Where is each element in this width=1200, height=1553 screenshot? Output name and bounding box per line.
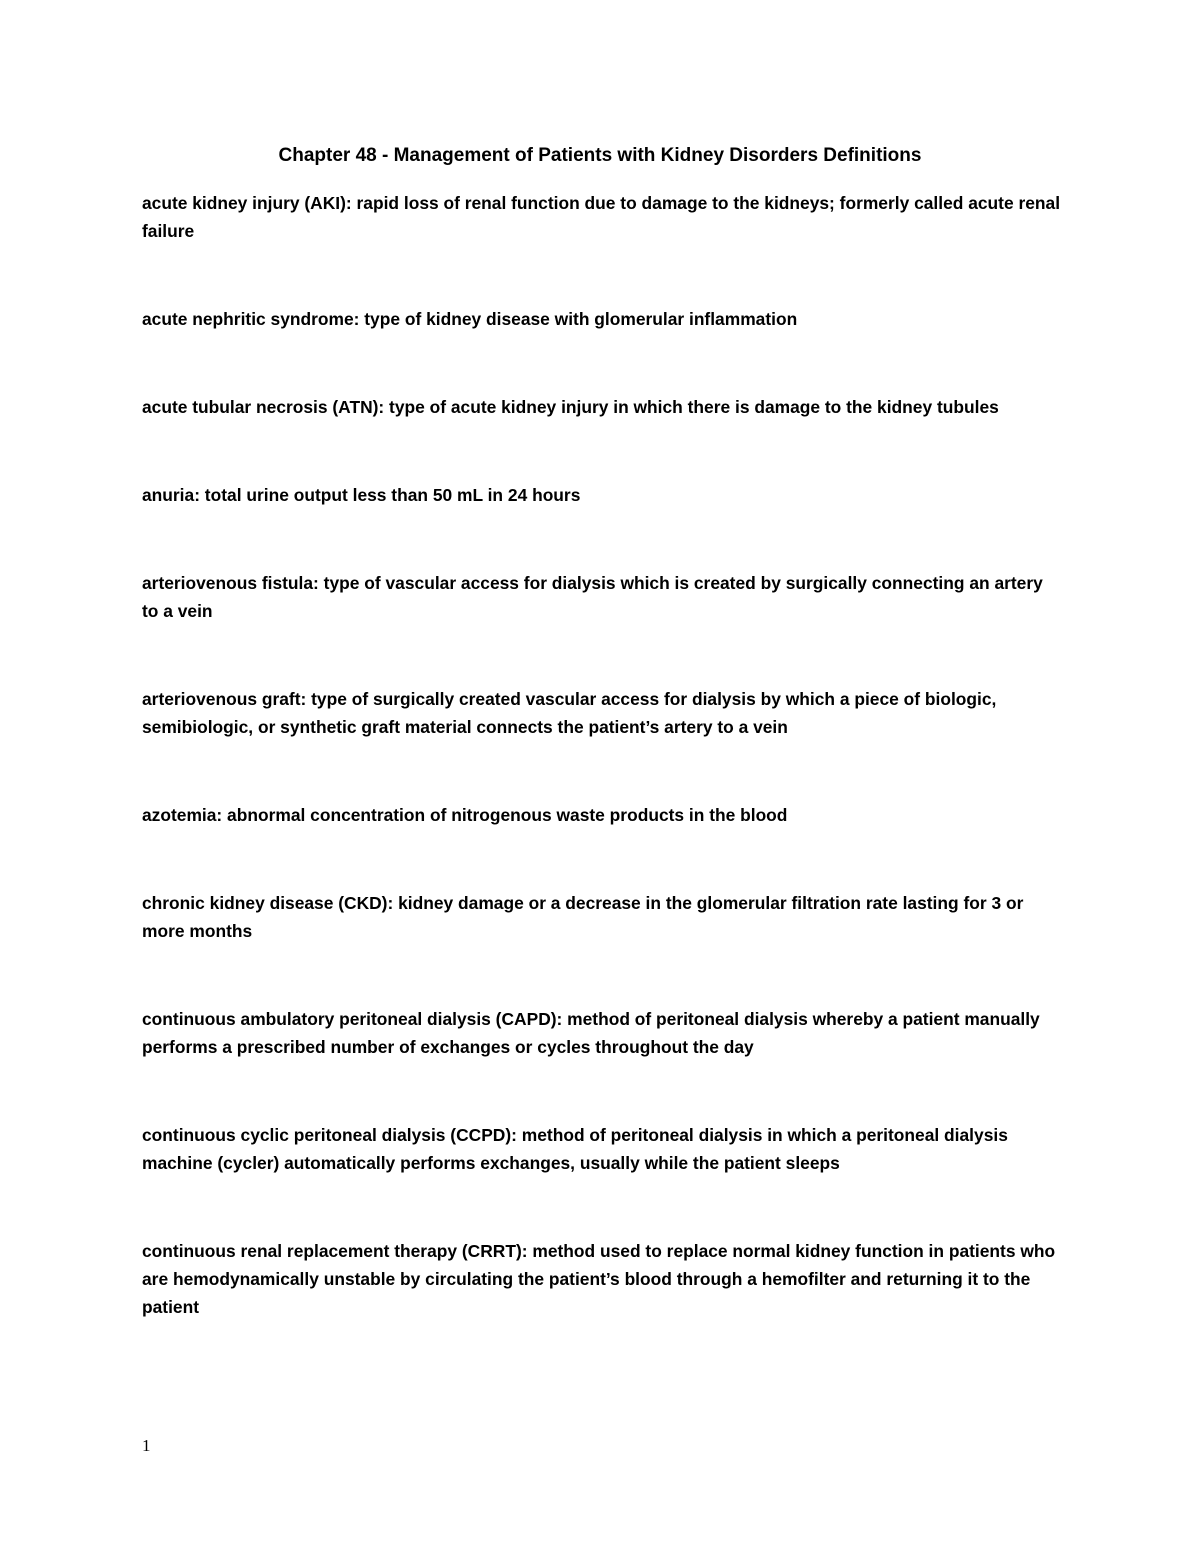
definition-item: azotemia: abnormal concentration of nitrogenous waste products in the blood — [142, 805, 788, 825]
definition-item: continuous ambulatory peritoneal dialysis (CAPD): method of peritoneal dialysis whereby a patient manually performs a prescribed number of exchanges or cycles throughout the day — [142, 1009, 1040, 1057]
definition-item: acute kidney injury (AKI): rapid loss of renal function due to damage to the kidneys; formerly called acute renal failure — [142, 193, 1061, 241]
definition-item: arteriovenous fistula: type of vascular access for dialysis which is created by surgically connecting an artery to a vein — [142, 573, 1043, 621]
definition-item: anuria: total urine output less than 50 mL in 24 hours — [142, 485, 581, 505]
definition-item: continuous renal replacement therapy (CRRT): method used to replace normal kidney function in patients who are hemodynamically unstable by circulating the patient’s blood through a hemofilter and returning it to the patient — [142, 1241, 1056, 1317]
definition-item: acute tubular necrosis (ATN): type of acute kidney injury in which there is damage to the kidney tubules — [142, 397, 999, 417]
definition-item: chronic kidney disease (CKD): kidney damage or a decrease in the glomerular filtration rate lasting for 3 or more months — [142, 893, 1024, 941]
definition-item: acute nephritic syndrome: type of kidney disease with glomerular inflammation — [142, 309, 798, 329]
definition-item: continuous cyclic peritoneal dialysis (CCPD): method of peritoneal dialysis in which a peritoneal dialysis machine (cycler) automatically performs exchanges, usually while the patient sleeps — [142, 1125, 1008, 1173]
definitions-list — [142, 189, 1062, 1381]
page-number: 1 — [142, 1436, 151, 1455]
definition-item: arteriovenous graft: type of surgically created vascular access for dialysis by which a piece of biologic, semibiologic, or synthetic graft material connects the patient’s artery to a vein — [142, 689, 997, 737]
document-title: Chapter 48 - Management of Patients with Kidney Disorders Definitions — [278, 145, 922, 166]
